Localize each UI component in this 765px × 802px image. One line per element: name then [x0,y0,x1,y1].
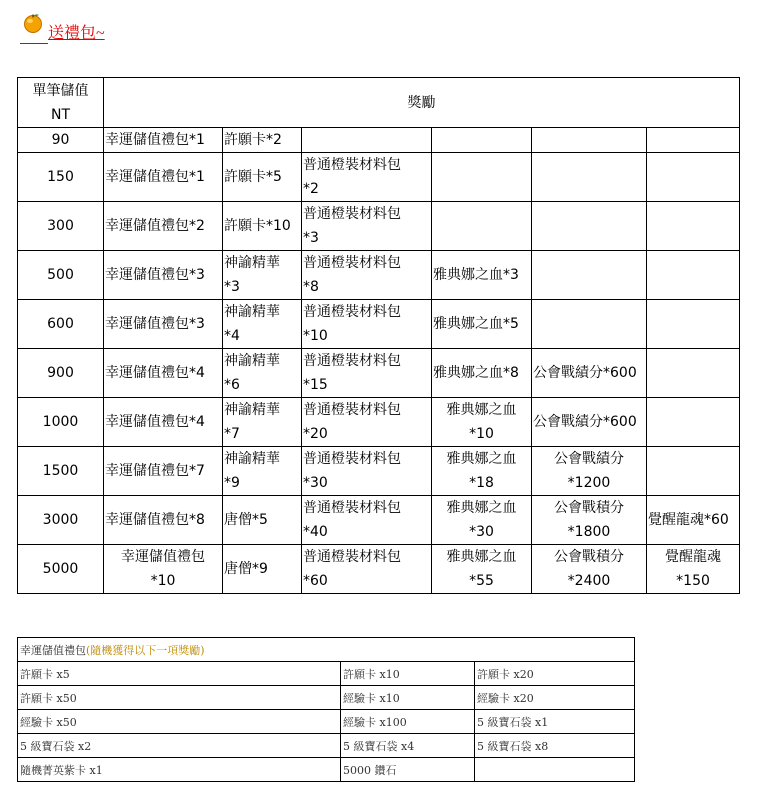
reward-cell: 神諭精華 *7 [223,398,302,447]
page-title[interactable]: 送禮包~ [48,25,105,42]
reward-cell [647,153,740,202]
reward-cell [532,251,647,300]
reward-row [18,251,740,300]
package-item: 5 級寶石袋 x1 [475,710,635,734]
reward-cell: 唐僧*5 [223,496,302,545]
orange-icon [22,12,44,34]
package-item: 許願卡 x5 [18,662,341,686]
package-title-cell [18,638,635,662]
reward-cell: 神諭精華 *3 [223,251,302,300]
reward-cell: 許願卡*2 [223,128,302,153]
reward-cell: 雅典娜之血*5 [432,300,532,349]
reward-cell: 許願卡*5 [223,153,302,202]
reward-column-header: 獎勵 [104,78,740,128]
amount-cell: 1000 [18,398,104,447]
reward-row [18,128,740,153]
reward-table-header [18,78,740,128]
reward-cell: 公會戰績分*600 [532,398,647,447]
reward-cell: 神諭精華 *9 [223,447,302,496]
package-item: 許願卡 x20 [475,662,635,686]
reward-cell [532,202,647,251]
reward-cell: 公會戰積分 *2400 [532,545,647,594]
amount-cell: 600 [18,300,104,349]
package-item: 經驗卡 x20 [475,686,635,710]
package-item: 經驗卡 x50 [18,710,341,734]
package-item: 5 級寶石袋 x2 [18,734,341,758]
reward-cell [532,300,647,349]
reward-cell: 雅典娜之血 *10 [432,398,532,447]
reward-cell [647,202,740,251]
reward-row [18,153,740,202]
reward-cell: 普通橙裝材料包 *3 [302,202,432,251]
reward-cell [432,153,532,202]
package-row [18,758,635,782]
package-item: 5 級寶石袋 x8 [475,734,635,758]
reward-cell: 公會戰績分 *1200 [532,447,647,496]
reward-cell: 唐僧*9 [223,545,302,594]
reward-table [17,77,740,594]
reward-row [18,202,740,251]
amount-cell: 1500 [18,447,104,496]
package-title: 幸運儲值禮包 [20,643,86,657]
reward-cell: 幸運儲值禮包*4 [104,398,223,447]
reward-cell: 雅典娜之血 *55 [432,545,532,594]
package-item: 許願卡 x10 [341,662,475,686]
package-row [18,686,635,710]
reward-cell: 普通橙裝材料包 *30 [302,447,432,496]
amount-column-header: 單筆儲值 NT [18,78,104,128]
reward-cell: 許願卡*10 [223,202,302,251]
reward-cell: 幸運儲值禮包*7 [104,447,223,496]
package-item: 5000 鑽石 [341,758,475,782]
reward-cell: 覺醒龍魂*60 [647,496,740,545]
reward-cell: 公會戰積分 *1800 [532,496,647,545]
reward-cell: 雅典娜之血*8 [432,349,532,398]
package-item: 許願卡 x50 [18,686,341,710]
reward-cell [647,447,740,496]
reward-cell [432,202,532,251]
reward-cell [647,349,740,398]
reward-cell: 幸運儲值禮包*3 [104,300,223,349]
package-row [18,734,635,758]
package-table-header [18,638,635,662]
amount-cell: 500 [18,251,104,300]
reward-cell [432,128,532,153]
reward-cell: 幸運儲值禮包*4 [104,349,223,398]
reward-cell [647,398,740,447]
package-item [475,758,635,782]
amount-cell: 150 [18,153,104,202]
amount-cell: 900 [18,349,104,398]
reward-row [18,398,740,447]
reward-cell: 普通橙裝材料包 *40 [302,496,432,545]
reward-cell: 公會戰績分*600 [532,349,647,398]
package-row [18,710,635,734]
reward-cell: 普通橙裝材料包 *2 [302,153,432,202]
reward-cell [532,128,647,153]
reward-cell [647,251,740,300]
reward-cell: 雅典娜之血 *30 [432,496,532,545]
reward-row [18,349,740,398]
reward-cell: 幸運儲值禮包*8 [104,496,223,545]
reward-cell [647,128,740,153]
reward-cell: 覺醒龍魂 *150 [647,545,740,594]
package-subtitle: (隨機獲得以下一項獎勵) [86,643,205,657]
reward-cell: 幸運儲值禮包 *10 [104,545,223,594]
amount-cell: 300 [18,202,104,251]
package-row [18,662,635,686]
reward-cell: 幸運儲值禮包*3 [104,251,223,300]
package-table [17,637,635,782]
reward-cell: 幸運儲值禮包*2 [104,202,223,251]
reward-cell: 普通橙裝材料包 *8 [302,251,432,300]
amount-cell: 3000 [18,496,104,545]
reward-row [18,545,740,594]
reward-cell: 普通橙裝材料包 *15 [302,349,432,398]
reward-row [18,447,740,496]
title-underline [20,43,48,44]
reward-row [18,300,740,349]
amount-cell: 90 [18,128,104,153]
reward-cell: 幸運儲值禮包*1 [104,128,223,153]
reward-cell [647,300,740,349]
reward-cell [302,128,432,153]
package-item: 隨機菁英紫卡 x1 [18,758,341,782]
reward-cell: 神諭精華 *6 [223,349,302,398]
package-item: 經驗卡 x10 [341,686,475,710]
reward-cell: 普通橙裝材料包 *60 [302,545,432,594]
reward-cell: 幸運儲值禮包*1 [104,153,223,202]
reward-cell: 雅典娜之血*3 [432,251,532,300]
package-item: 經驗卡 x100 [341,710,475,734]
package-item: 5 級寶石袋 x4 [341,734,475,758]
reward-cell: 神諭精華 *4 [223,300,302,349]
reward-cell: 普通橙裝材料包 *10 [302,300,432,349]
reward-cell: 雅典娜之血 *18 [432,447,532,496]
reward-cell [532,153,647,202]
reward-cell: 普通橙裝材料包 *20 [302,398,432,447]
reward-row [18,496,740,545]
amount-cell: 5000 [18,545,104,594]
